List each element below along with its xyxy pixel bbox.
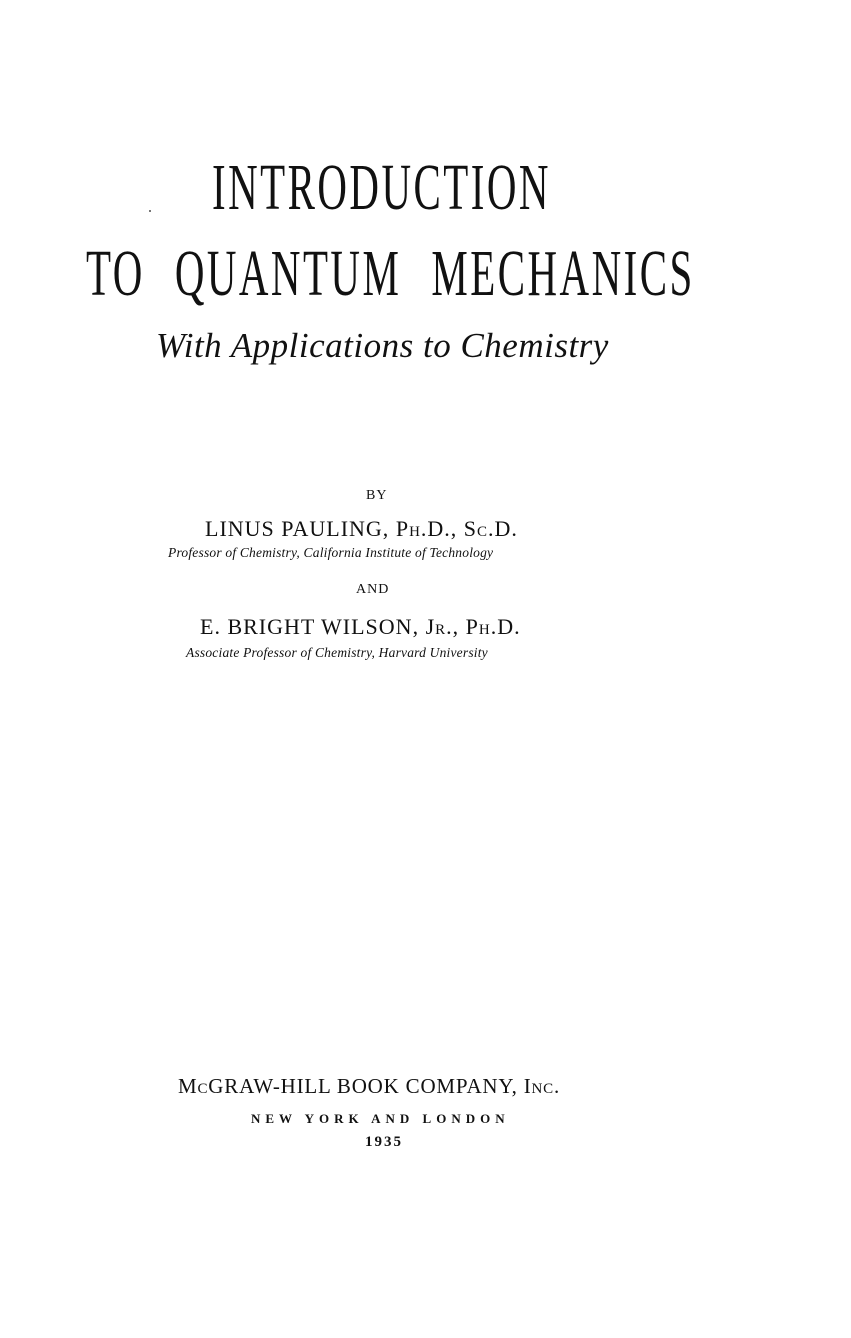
title-line-1: INTRODUCTION: [212, 151, 551, 224]
publisher-name: MCGRAW-HILL BOOK COMPANY, INC.: [178, 1074, 561, 1098]
author-1-name: [205, 516, 518, 542]
by-label: BY: [366, 488, 388, 503]
author-1-affiliation: Professor of Chemistry, California Institute of Technology: [168, 545, 494, 560]
title-line-2: TO QUANTUM MECHANICS: [86, 237, 695, 310]
subtitle: With Applications to Chemistry: [156, 326, 609, 365]
publication-year: 1935: [365, 1134, 403, 1150]
publisher-cities: NEW YORK AND LONDON: [251, 1111, 510, 1126]
and-label: AND: [356, 582, 390, 597]
author-1-degree: PH.D., SC.D.: [395, 516, 518, 541]
author-1-name-text: LINUS PAULING,: [205, 516, 390, 541]
speck: [149, 210, 151, 212]
author-2-name: E. BRIGHT WILSON, JR., PH.D.: [200, 614, 521, 639]
author-2-affiliation: Associate Professor of Chemistry, Harvard University: [186, 645, 488, 660]
